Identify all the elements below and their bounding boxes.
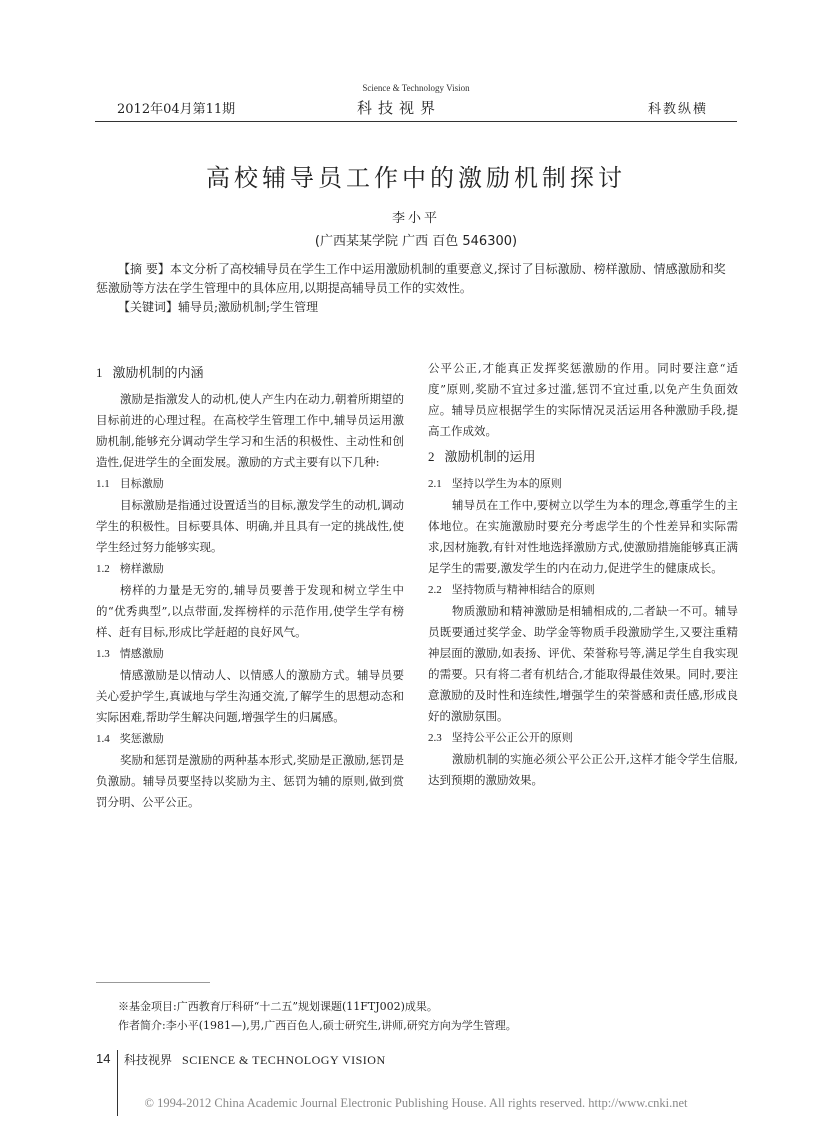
footnote-funding: ※基金项目:广西教育厅科研“十二五”规划课题(11FTJ002)成果。 bbox=[118, 1000, 438, 1013]
section-2-2-paragraph: 物质激励和精神激励是相辅相成的,二者缺一不可。辅导员既要通过奖学金、助学金等物质手段激励学生,又要注重精神层面的激励,如表扬、评优、荣誉称号等,满足学生自我实现的需要。只有将二者有机结合,才能取得最佳效果。同时,要注意激励的及时性和连续性,增强学生的荣誉感和责任感,形成良好的激励氛围。 bbox=[428, 604, 738, 723]
article-title: 高校辅导员工作中的激励机制探讨 bbox=[206, 164, 626, 192]
section-1-3-paragraph: 情感激励是以情动人、以情感人的激励方式。辅导员要关心爱护学生,真诚地与学生沟通交流,了解学生的思想动态和实际困难,帮助学生解决问题,增强学生的归属感。 bbox=[96, 668, 404, 724]
page-number: 14 bbox=[96, 1051, 111, 1066]
section-2-2-heading: 2.2 坚持物质与精神相结合的原则 bbox=[428, 583, 595, 596]
section-2-1-heading: 2.1 坚持以学生为本的原则 bbox=[428, 477, 562, 490]
left-column bbox=[96, 358, 404, 813]
copyright-notice: © 1994-2012 China Academic Journal Electronic Publishing House. All rights reserved. http://www.cnki.net bbox=[144, 1096, 688, 1110]
section-1-2-paragraph: 榜样的力量是无穷的,辅导员要善于发现和树立学生中的“优秀典型”,以点带面,发挥榜样的示范作用,使学生学有榜样、赶有目标,形成比学赶超的良好风气。 bbox=[96, 583, 404, 639]
section-2-1-paragraph: 辅导员在工作中,要树立以学生为本的理念,尊重学生的主体地位。在实施激励时要充分考虑学生的个性差异和实际需求,因材施教,有针对性地选择激励方式,使激励措施能够真正满足学生的需要,激发学生的内在动力,促进学生的健康成长。 bbox=[428, 498, 738, 575]
header-journal-en: Science & Technology Vision bbox=[362, 83, 470, 93]
section-2-3-heading: 2.3 坚持公平公正公开的原则 bbox=[428, 731, 573, 744]
section-1-4-heading: 1.4 奖惩激励 bbox=[96, 732, 164, 745]
section-1-1-heading: 1.1 目标激励 bbox=[96, 477, 164, 490]
keywords: 【关键词】辅导员;激励机制;学生管理 bbox=[118, 300, 319, 314]
header-journal-cn: 科技视界 bbox=[357, 99, 442, 117]
section-1-4-paragraph: 奖励和惩罚是激励的两种基本形式,奖励是正激励,惩罚是负激励。辅导员要坚持以奖励为主、惩罚为辅的原则,做到赏罚分明、公平公正。 bbox=[96, 753, 404, 809]
header-issue: 2012年04月第11期 bbox=[117, 102, 236, 117]
section-1-paragraph: 激励是指激发人的动机,使人产生内在动力,朝着所期望的目标前进的心理过程。在高校学生管理工作中,辅导员运用激励机制,能够充分调动学生学习和生活的积极性、主动性和创造性,促进学生的全面发展。激励的方式主要有以下几种: bbox=[96, 392, 404, 469]
right-column bbox=[428, 358, 738, 791]
header-category: 科教纵横 bbox=[648, 102, 709, 117]
article-author: 李小平 bbox=[391, 211, 440, 226]
section-2-heading: 2 激励机制的运用 bbox=[428, 449, 536, 465]
footer-journal: 科技视界 SCIENCE & TECHNOLOGY VISION bbox=[124, 1053, 386, 1067]
abstract-block bbox=[96, 260, 734, 317]
header-rule bbox=[95, 121, 737, 122]
abstract-text: 【摘 要】本文分析了高校辅导员在学生工作中运用激励机制的重要意义,探讨了目标激励、榜样激励、情感激励和奖惩激励等方法在学生管理中的具体应用,以期提高辅导员工作的实效性。 bbox=[96, 262, 726, 295]
section-1-2-heading: 1.2 榜样激励 bbox=[96, 562, 164, 575]
footnote-rule bbox=[96, 982, 210, 983]
continued-paragraph: 公平公正,才能真正发挥奖惩激励的作用。同时要注意“适度”原则,奖励不宜过多过滥,惩罚不宜过重,以免产生负面效应。辅导员应根据学生的实际情况灵活运用各种激励手段,提高工作成效。 bbox=[428, 361, 738, 438]
section-1-1-paragraph: 目标激励是指通过设置适当的目标,激发学生的动机,调动学生的积极性。目标要具体、明确,并且具有一定的挑战性,使学生经过努力能够实现。 bbox=[96, 498, 404, 554]
section-1-3-heading: 1.3 情感激励 bbox=[96, 647, 164, 660]
article-affiliation: (广西某某学院 广西 百色 546300) bbox=[314, 234, 518, 249]
section-1-heading: 1 激励机制的内涵 bbox=[96, 365, 204, 381]
footnote-author-bio: 作者简介:李小平(1981—),男,广西百色人,硕士研究生,讲师,研究方向为学生管理。 bbox=[118, 1019, 517, 1032]
section-2-3-paragraph: 激励机制的实施必须公平公正公开,这样才能令学生信服,达到预期的激励效果。 bbox=[428, 752, 738, 787]
